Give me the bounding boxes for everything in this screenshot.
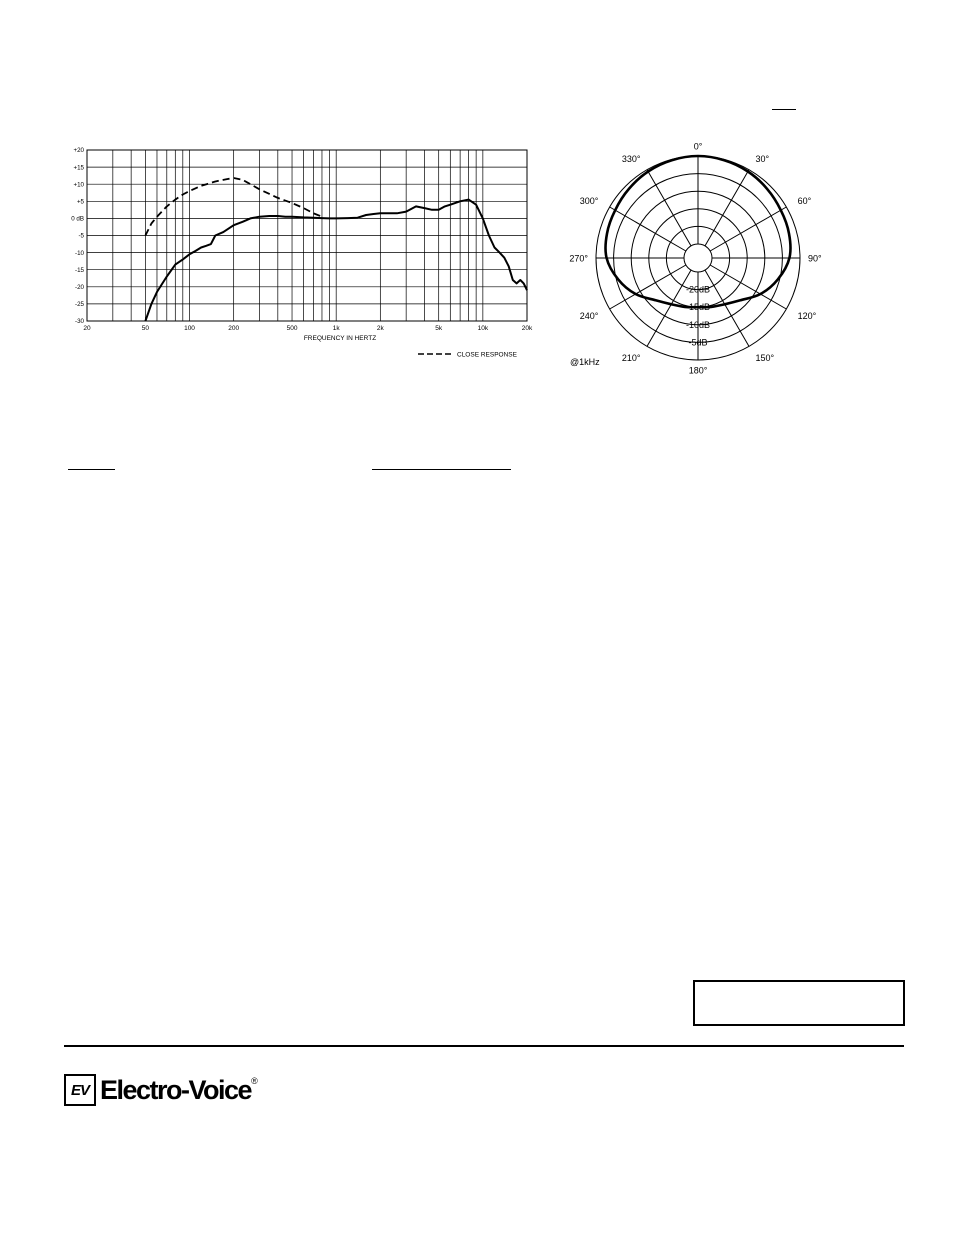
frequency-x-tick-label: 200	[228, 325, 240, 332]
heading-underline-left	[68, 469, 115, 470]
frequency-y-ticks	[71, 147, 84, 325]
notice-box	[693, 980, 905, 1026]
registered-mark: ®	[251, 1076, 258, 1086]
frequency-x-ticks	[83, 325, 533, 332]
polar-angle-label: 150°	[755, 353, 775, 364]
polar-angle-label: 300°	[579, 196, 599, 206]
frequency-x-tick-label: 10k	[477, 325, 489, 332]
frequency-response-chart	[60, 140, 535, 365]
frequency-y-tick-label: -30	[75, 318, 84, 326]
polar-ring	[684, 244, 712, 272]
polar-angle-label: 0°	[693, 141, 703, 152]
frequency-y-tick-label: -25	[75, 301, 84, 309]
polar-angle-label: 60°	[797, 196, 812, 206]
frequency-x-tick-label: 50	[141, 325, 149, 332]
polar-angle-label: 330°	[621, 153, 641, 164]
heading-underline-polar	[772, 109, 796, 110]
electro-voice-logo	[64, 1074, 258, 1106]
polar-angle-label: 120°	[797, 311, 817, 321]
frequency-y-tick-label: +15	[73, 164, 84, 172]
frequency-x-axis-label: FREQUENCY IN HERTZ	[303, 335, 377, 342]
frequency-x-tick-label: 5k	[435, 325, 443, 332]
polar-angle-label: 180°	[688, 365, 708, 376]
frequency-y-tick-label: +5	[76, 198, 84, 206]
frequency-y-tick-label: -15	[75, 266, 84, 274]
frequency-x-tick-label: 2k	[376, 325, 384, 332]
frequency-y-tick-label: +20	[73, 147, 84, 155]
frequency-y-tick-label: 0 dB	[71, 215, 84, 223]
close-response-legend-label: CLOSE RESPONSE	[457, 351, 517, 359]
polar-ring-label: -15dB	[685, 302, 711, 313]
polar-frequency-note: @1kHz	[570, 357, 600, 367]
ev-logo-mark: EV	[64, 1074, 96, 1106]
polar-angle-label: 30°	[755, 153, 770, 164]
frequency-y-tick-label: -5	[78, 232, 84, 240]
footer-divider	[64, 1045, 904, 1047]
frequency-y-tick-label: -10	[75, 249, 84, 257]
logo-wordmark: Electro-Voice	[100, 1074, 252, 1105]
polar-ring-label: -10dB	[685, 319, 711, 330]
polar-angle-label: 90°	[808, 253, 822, 264]
polar-pattern-chart	[560, 130, 850, 390]
frequency-x-tick-label: 1k	[332, 325, 340, 332]
polar-ring-label: -20dB	[685, 284, 711, 295]
frequency-x-tick-label: 20	[83, 325, 91, 332]
polar-angle-label: 240°	[579, 311, 599, 321]
polar-ring-label: -5dB	[688, 337, 708, 348]
frequency-y-tick-label: +10	[73, 181, 84, 189]
frequency-x-tick-label: 20k	[521, 325, 533, 332]
heading-underline-middle	[372, 469, 511, 470]
polar-angle-label: 210°	[621, 353, 641, 364]
polar-angle-label: 270°	[569, 253, 588, 264]
frequency-x-tick-label: 500	[286, 325, 298, 332]
frequency-grid	[87, 150, 527, 321]
frequency-x-tick-label: 100	[184, 325, 195, 332]
frequency-y-tick-label: -20	[75, 284, 84, 291]
